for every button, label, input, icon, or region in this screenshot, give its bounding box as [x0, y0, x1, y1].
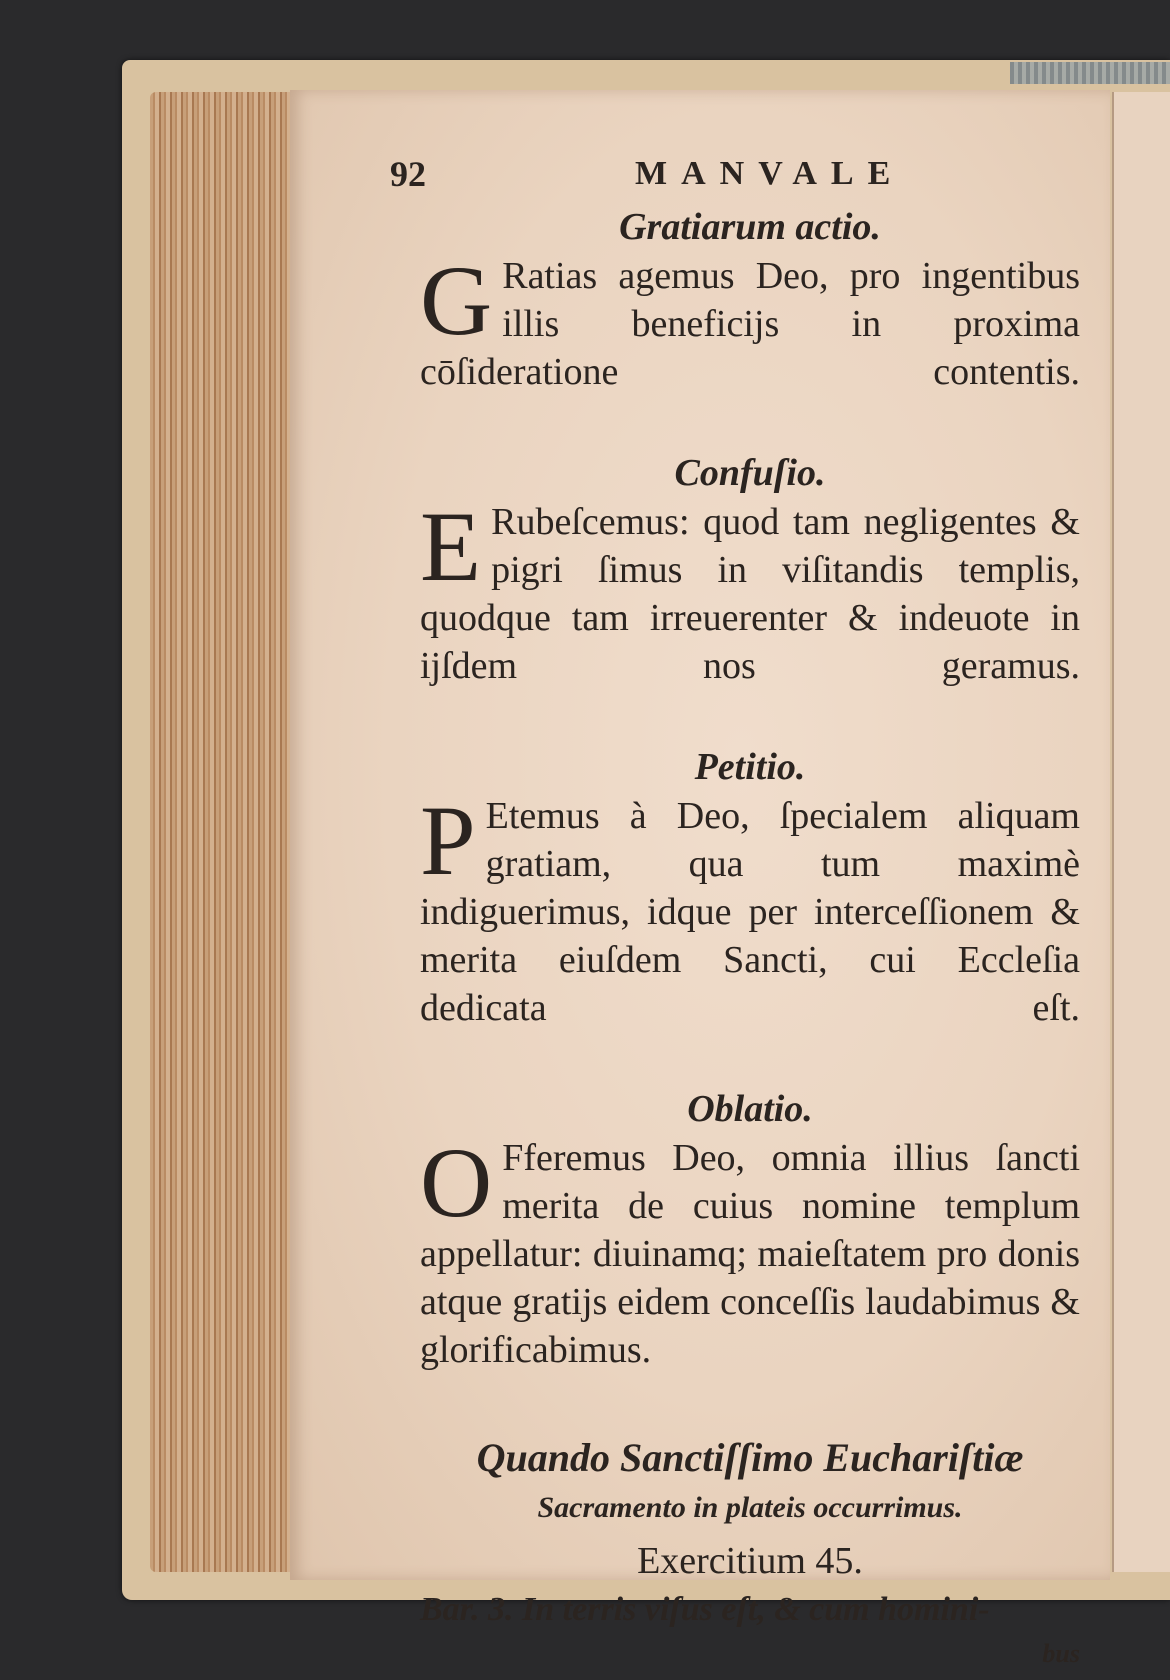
paragraph-text: Etemus à Deo, ſpecialem aliquam gratiam, qua tum maximè indiguerimus, idque per interceſſionem & merita eiuſdem Sancti, cui Eccleſia dedicata eſt. — [420, 795, 1080, 1029]
running-head: MANVALE — [635, 155, 905, 192]
section-oblatio — [420, 1084, 1080, 1422]
page-edges — [150, 92, 300, 1572]
section-paragraph — [420, 785, 1080, 1080]
facing-page-edge — [1112, 92, 1170, 1572]
catchword: bus — [1042, 1639, 1080, 1668]
paragraph-text: Rubeſcemus: quod tam negligentes & pigri ſimus in viſitandis templis, quodque tam irreuerenter & indeuote in ijſdem nos geramus. — [420, 501, 1080, 687]
section-gratiarum — [420, 202, 1080, 444]
section-paragraph — [420, 245, 1080, 444]
paragraph-text: Ratias agemus Deo, pro ingentibus illis beneficijs in proxima cōſideratione contentis. — [420, 255, 1080, 393]
page-number: 92 — [390, 154, 426, 194]
drop-cap: E — [420, 491, 482, 602]
drop-cap: O — [420, 1127, 493, 1238]
closing-subtitle: Sacramento in plateis occurrimus. — [537, 1491, 963, 1524]
drop-cap: P — [420, 785, 476, 896]
section-paragraph — [420, 491, 1080, 738]
exercise-heading: Exercitium 45. — [637, 1540, 863, 1582]
section-petitio — [420, 742, 1080, 1080]
binding-strip — [1010, 62, 1170, 84]
section-heading: Gratiarum actio. — [619, 206, 881, 248]
drop-cap: G — [420, 245, 493, 356]
section-confusio — [420, 448, 1080, 738]
section-heading: Petitio. — [694, 746, 806, 788]
section-heading: Oblatio. — [687, 1088, 813, 1130]
section-paragraph — [420, 1127, 1080, 1422]
section-heading: Confuſio. — [674, 452, 826, 494]
paragraph-text: Fferemus Deo, omnia illius ſancti merita de cuius nomine templum appellatur: diuinamq; maieſtatem pro donis atque gratijs eidem conceſſis laudabimus & glorificabimus. — [420, 1137, 1080, 1371]
page-text — [390, 150, 1080, 1674]
closing-title: Quando Sanctiſſimo Euchariſtiæ — [476, 1435, 1024, 1480]
scripture-citation: Bar. 3. In terris viſus eſt, & cum homini- — [420, 1591, 990, 1628]
page-header — [390, 150, 1080, 202]
